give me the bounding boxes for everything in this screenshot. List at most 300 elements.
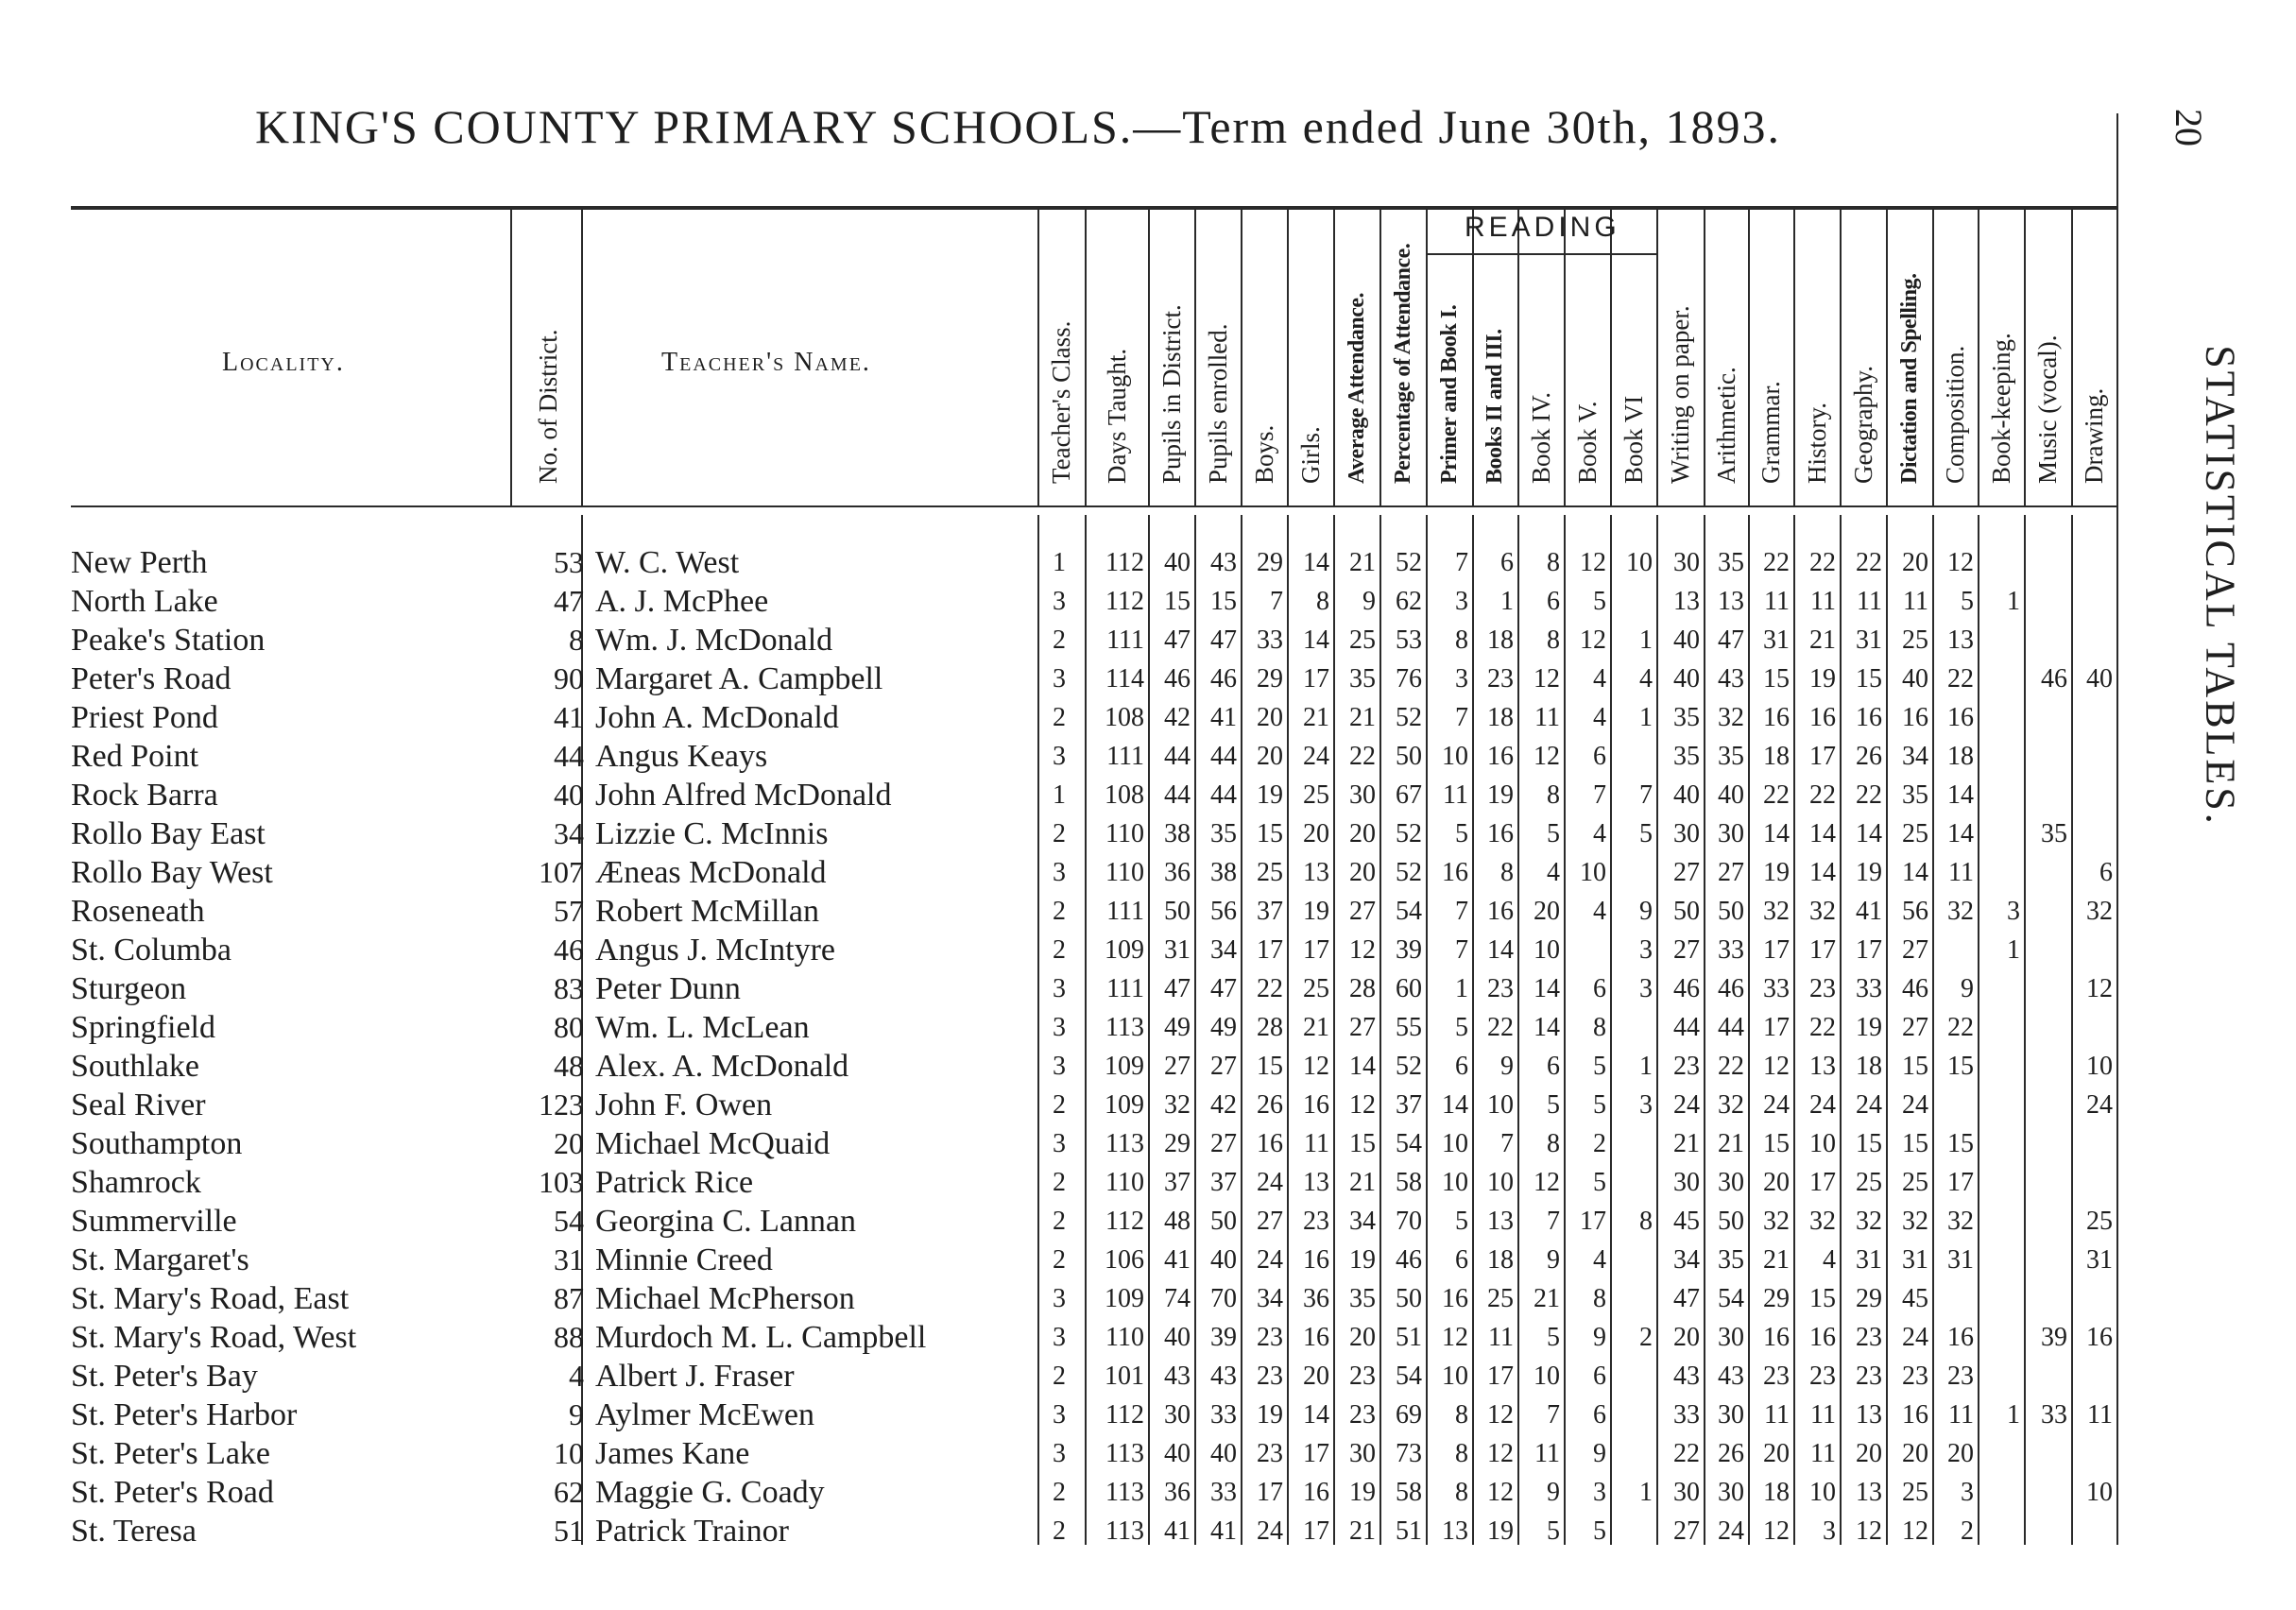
cell-8: 8 [1455,1439,1468,1468]
cell-teacher: Lizzie C. McInnis [595,816,829,851]
cell-9: 10 [1487,1090,1514,1120]
header-col-17: Geography. [1848,366,1877,484]
table-row [0,1124,2296,1163]
cell-9: 22 [1487,1013,1514,1042]
cell-20 [1978,1318,2020,1357]
cell-3: 47 [1210,974,1237,1003]
cell-3: 33 [1210,1400,1237,1430]
table-row [0,1318,2296,1357]
cell-10: 7 [1547,1207,1560,1236]
cell-6: 27 [1349,1013,1376,1042]
cell-1: 111 [1106,625,1144,655]
cell-20 [1978,1512,2020,1550]
header-col-20: Book-keeping. [1986,333,2015,484]
cell-11: 9 [1593,1323,1606,1352]
cell-15: 16 [1763,703,1790,732]
cell-10: 5 [1547,819,1560,848]
cell-20 [1978,1086,2020,1124]
cell-17: 29 [1856,1284,1882,1313]
header-col-4: Boys. [1249,424,1278,484]
cell-4: 23 [1257,1439,1283,1468]
cell-0: 2 [1053,625,1066,655]
cell-20 [1978,659,2020,698]
table-row [0,543,2296,582]
cell-12 [1610,1124,1653,1163]
cell-district: 123 [539,1088,584,1122]
cell-15: 15 [1763,664,1790,694]
header-district: No. of District. [534,329,562,484]
cell-9: 16 [1487,819,1514,848]
cell-1: 110 [1105,1168,1144,1197]
header-col-8: Primer and Book I. [1436,304,1462,484]
cell-teacher: Maggie G. Coady [595,1475,825,1510]
cell-3: 35 [1210,819,1237,848]
cell-15: 22 [1763,780,1790,810]
cell-21: 35 [2041,819,2067,848]
cell-22: 31 [2086,1245,2113,1275]
cell-0: 3 [1053,1129,1066,1158]
cell-0: 3 [1053,858,1066,887]
cell-4: 25 [1257,858,1283,887]
cell-8: 12 [1442,1323,1468,1352]
cell-1: 113 [1105,1516,1144,1546]
header-col-18: Dictation and Spelling. [1896,273,1922,484]
table-row [0,1008,2296,1047]
cell-9: 8 [1500,858,1514,887]
cell-4: 23 [1257,1323,1283,1352]
cell-2: 37 [1164,1168,1191,1197]
cell-20 [1978,1202,2020,1241]
cell-19: 16 [1947,703,1974,732]
cell-8: 8 [1455,1400,1468,1430]
cell-15: 21 [1763,1245,1790,1275]
cell-12: 2 [1639,1323,1653,1352]
cell-13: 40 [1673,625,1700,655]
cell-3: 33 [1210,1478,1237,1507]
table-row [0,1357,2296,1396]
cell-19: 5 [1961,587,1974,616]
cell-14: 26 [1718,1439,1744,1468]
cell-17: 11 [1857,587,1882,616]
cell-2: 38 [1164,819,1191,848]
cell-1: 110 [1105,858,1144,887]
cell-3: 70 [1210,1284,1237,1313]
cell-4: 15 [1257,819,1283,848]
cell-20: 1 [2007,1400,2020,1430]
cell-12 [1610,853,1653,892]
cell-teacher: Michael McPherson [595,1281,855,1316]
cell-19: 11 [1948,858,1974,887]
cell-locality: St. Columba [71,933,232,968]
cell-8: 10 [1442,1362,1468,1391]
cell-15: 18 [1763,742,1790,771]
cell-locality: Red Point [71,739,199,774]
cell-6: 22 [1349,742,1376,771]
cell-district: 87 [554,1281,584,1315]
cell-7: 51 [1396,1516,1422,1546]
cell-10: 12 [1534,1168,1560,1197]
cell-22: 10 [2086,1052,2113,1081]
cell-1: 109 [1105,1052,1144,1081]
cell-22: 25 [2086,1207,2113,1236]
cell-3: 41 [1210,703,1237,732]
cell-1: 110 [1105,819,1144,848]
cell-17: 23 [1856,1362,1882,1391]
cell-0: 2 [1053,1168,1066,1197]
cell-20 [1978,853,2020,892]
cell-19: 18 [1947,742,1974,771]
cell-1: 108 [1105,703,1144,732]
cell-5: 14 [1303,1400,1329,1430]
cell-0: 2 [1053,703,1066,732]
cell-5: 17 [1303,1439,1329,1468]
cell-6: 12 [1349,935,1376,965]
cell-10: 5 [1547,1090,1560,1120]
cell-13: 35 [1673,703,1700,732]
cell-17: 16 [1856,703,1882,732]
cell-15: 19 [1763,858,1790,887]
cell-district: 51 [554,1514,584,1548]
cell-18: 25 [1902,625,1928,655]
cell-4: 24 [1257,1168,1283,1197]
cell-7: 54 [1396,897,1422,926]
reading-underline [1426,253,1657,255]
cell-district: 62 [554,1475,584,1509]
cell-7: 55 [1396,1013,1422,1042]
cell-5: 25 [1303,974,1329,1003]
cell-15: 12 [1763,1516,1790,1546]
cell-teacher: A. J. McPhee [595,584,769,619]
header-col-7: Percentage of Attendance. [1390,243,1415,484]
cell-22: 32 [2086,897,2113,926]
cell-6: 30 [1349,780,1376,810]
cell-2: 74 [1164,1284,1191,1313]
cell-6: 34 [1349,1207,1376,1236]
cell-11: 6 [1593,742,1606,771]
cell-14: 35 [1718,1245,1744,1275]
cell-9: 12 [1487,1400,1514,1430]
cell-8: 8 [1455,1478,1468,1507]
cell-12 [1610,582,1653,621]
cell-11: 2 [1593,1129,1606,1158]
cell-10: 8 [1547,625,1560,655]
cell-16: 4 [1823,1245,1836,1275]
cell-19 [1932,1279,1974,1318]
cell-19: 32 [1947,1207,1974,1236]
cell-4: 27 [1257,1207,1283,1236]
cell-16: 15 [1809,1284,1836,1313]
cell-18: 31 [1902,1245,1928,1275]
cell-8: 7 [1455,548,1468,577]
cell-6: 35 [1349,664,1376,694]
table-row [0,1241,2296,1279]
cell-locality: Summerville [71,1204,237,1239]
cell-13: 44 [1673,1013,1700,1042]
cell-12: 9 [1639,897,1653,926]
cell-2: 40 [1164,1439,1191,1468]
cell-20 [1978,1357,2020,1396]
cell-11: 5 [1593,1516,1606,1546]
cell-15: 11 [1764,587,1790,616]
header-col-1: Days Taught. [1102,348,1131,484]
teacher-header-rule [581,210,583,505]
cell-3: 49 [1210,1013,1237,1042]
cell-district: 103 [539,1165,584,1199]
cell-2: 43 [1164,1362,1191,1391]
cell-locality: New Perth [71,545,208,580]
column-header-rule [1426,210,1428,505]
cell-22 [2071,1163,2113,1202]
cell-1: 111 [1106,897,1144,926]
cell-12 [1610,1163,1653,1202]
cell-6: 27 [1349,897,1376,926]
cell-21 [2024,1086,2067,1124]
column-header-rule [1656,210,1658,505]
cell-22 [2071,1357,2113,1396]
cell-10: 6 [1547,1052,1560,1081]
cell-18: 40 [1902,664,1928,694]
cell-2: 36 [1164,858,1191,887]
cell-6: 15 [1349,1129,1376,1158]
cell-5: 13 [1303,1168,1329,1197]
cell-11: 8 [1593,1284,1606,1313]
cell-13: 34 [1673,1245,1700,1275]
cell-16: 3 [1823,1516,1836,1546]
cell-7: 76 [1396,664,1422,694]
cell-10: 8 [1547,1129,1560,1158]
header-teacher: Teacher's Name. [661,348,871,377]
cell-19: 12 [1947,548,1974,577]
cell-9: 14 [1487,935,1514,965]
cell-16: 13 [1809,1052,1836,1081]
table-row [0,776,2296,814]
cell-9: 18 [1487,1245,1514,1275]
cell-9: 9 [1500,1052,1514,1081]
cell-3: 50 [1210,1207,1237,1236]
cell-22 [2071,814,2113,853]
cell-0: 3 [1053,1323,1066,1352]
cell-21 [2024,698,2067,737]
cell-10: 8 [1547,548,1560,577]
cell-18: 25 [1902,1478,1928,1507]
cell-11: 17 [1580,1207,1606,1236]
column-header-rule [1148,210,1150,505]
cell-11: 10 [1580,858,1606,887]
cell-17: 31 [1856,625,1882,655]
cell-22 [2071,1008,2113,1047]
cell-4: 26 [1257,1090,1283,1120]
cell-11: 6 [1593,974,1606,1003]
header-reading-group: READING [1465,212,1620,243]
cell-4: 24 [1257,1516,1283,1546]
cell-22 [2071,621,2113,659]
cell-10: 10 [1534,935,1560,965]
cell-1: 114 [1105,664,1144,694]
cell-17: 41 [1856,897,1882,926]
cell-4: 33 [1257,625,1283,655]
cell-4: 29 [1257,548,1283,577]
cell-18: 25 [1902,819,1928,848]
cell-17: 23 [1856,1323,1882,1352]
column-header-rule [1517,210,1519,505]
column-header-rule [1932,210,1934,505]
cell-21 [2024,621,2067,659]
cell-14: 35 [1718,548,1744,577]
cell-18: 16 [1902,703,1928,732]
cell-13: 45 [1673,1207,1700,1236]
cell-9: 10 [1487,1168,1514,1197]
cell-10: 10 [1534,1362,1560,1391]
cell-11 [1564,931,1606,969]
cell-locality: St. Margaret's [71,1242,249,1277]
cell-15: 20 [1763,1439,1790,1468]
cell-teacher: Michael McQuaid [595,1126,831,1161]
cell-1: 113 [1105,1129,1144,1158]
cell-21 [2024,1241,2067,1279]
cell-14: 44 [1718,1013,1744,1042]
cell-11: 9 [1593,1439,1606,1468]
cell-22: 16 [2086,1323,2113,1352]
cell-20 [1978,698,2020,737]
cell-19: 20 [1947,1439,1974,1468]
cell-4: 20 [1257,742,1283,771]
cell-5: 23 [1303,1207,1329,1236]
cell-7: 46 [1396,1245,1422,1275]
cell-16: 21 [1809,625,1836,655]
header-col-9: Books II and III. [1482,329,1507,484]
cell-12 [1610,1434,1653,1473]
cell-14: 50 [1718,1207,1744,1236]
cell-district: 8 [569,623,584,657]
cell-15: 32 [1763,1207,1790,1236]
cell-district: 88 [554,1320,584,1354]
cell-3: 44 [1210,742,1237,771]
cell-21 [2024,776,2067,814]
cell-20 [1978,1047,2020,1086]
cell-7: 73 [1396,1439,1422,1468]
cell-21: 46 [2041,664,2067,694]
cell-14: 22 [1718,1052,1744,1081]
cell-11: 7 [1593,780,1606,810]
cell-3: 38 [1210,858,1237,887]
cell-5: 17 [1303,935,1329,965]
cell-7: 50 [1396,1284,1422,1313]
cell-16: 23 [1809,1362,1836,1391]
column-header-rule [1610,210,1612,505]
cell-9: 12 [1487,1439,1514,1468]
cell-15: 32 [1763,897,1790,926]
column-header-rule [1704,210,1705,505]
cell-13: 46 [1673,974,1700,1003]
cell-9: 16 [1487,742,1514,771]
cell-22: 11 [2087,1400,2113,1430]
cell-11: 3 [1593,1478,1606,1507]
page-number: 20 [2167,109,2210,146]
cell-teacher: Robert McMillan [595,894,820,929]
cell-district: 4 [569,1359,584,1393]
header-col-14: Arithmetic. [1711,367,1740,484]
cell-17: 12 [1856,1516,1882,1546]
cell-8: 5 [1455,1013,1468,1042]
cell-13: 13 [1673,587,1700,616]
cell-8: 7 [1455,935,1468,965]
cell-17: 31 [1856,1245,1882,1275]
cell-20 [1978,1241,2020,1279]
cell-7: 51 [1396,1323,1422,1352]
cell-11: 4 [1593,664,1606,694]
cell-6: 23 [1349,1400,1376,1430]
cell-5: 14 [1303,548,1329,577]
cell-0: 3 [1053,1052,1066,1081]
cell-18: 20 [1902,548,1928,577]
cell-12: 1 [1639,625,1653,655]
cell-15: 11 [1764,1400,1790,1430]
column-header-rule [1085,210,1087,505]
cell-1: 110 [1105,1323,1144,1352]
header-col-11: Book V. [1572,401,1602,484]
cell-6: 19 [1349,1478,1376,1507]
cell-18: 20 [1902,1439,1928,1468]
cell-11: 4 [1593,1245,1606,1275]
cell-13: 20 [1673,1323,1700,1352]
cell-9: 1 [1500,587,1514,616]
table-row [0,1473,2296,1512]
cell-21 [2024,853,2067,892]
cell-district: 107 [539,855,584,889]
cell-10: 11 [1534,703,1560,732]
cell-12 [1610,1008,1653,1047]
cell-20 [1978,621,2020,659]
cell-3: 43 [1210,548,1237,577]
cell-8: 10 [1442,1129,1468,1158]
cell-11: 5 [1593,1052,1606,1081]
cell-13: 27 [1673,1516,1700,1546]
cell-22: 10 [2086,1478,2113,1507]
cell-5: 17 [1303,664,1329,694]
cell-15: 18 [1763,1478,1790,1507]
cell-20 [1978,1163,2020,1202]
cell-3: 40 [1210,1245,1237,1275]
cell-3: 44 [1210,780,1237,810]
cell-6: 21 [1349,1516,1376,1546]
cell-teacher: John A. McDonald [595,700,839,735]
cell-0: 2 [1053,1245,1066,1275]
cell-district: 46 [554,933,584,967]
cell-2: 48 [1164,1207,1191,1236]
cell-3: 37 [1210,1168,1237,1197]
cell-7: 39 [1396,935,1422,965]
cell-teacher: Albert J. Fraser [595,1359,795,1394]
cell-21 [2024,1512,2067,1550]
cell-18: 45 [1902,1284,1928,1313]
cell-13: 24 [1673,1090,1700,1120]
cell-teacher: John Alfred McDonald [595,778,892,813]
cell-14: 50 [1718,897,1744,926]
cell-1: 112 [1105,587,1144,616]
cell-10: 21 [1534,1284,1560,1313]
cell-16: 16 [1809,703,1836,732]
header-col-15: Grammar. [1756,381,1785,484]
column-header-rule [2024,210,2026,505]
cell-13: 30 [1673,548,1700,577]
cell-20: 3 [2007,897,2020,926]
cell-5: 8 [1316,587,1329,616]
header-col-5: Girls. [1295,426,1325,484]
cell-14: 13 [1718,587,1744,616]
cell-10: 9 [1547,1478,1560,1507]
cell-12: 3 [1639,1090,1653,1120]
cell-21 [2024,1279,2067,1318]
